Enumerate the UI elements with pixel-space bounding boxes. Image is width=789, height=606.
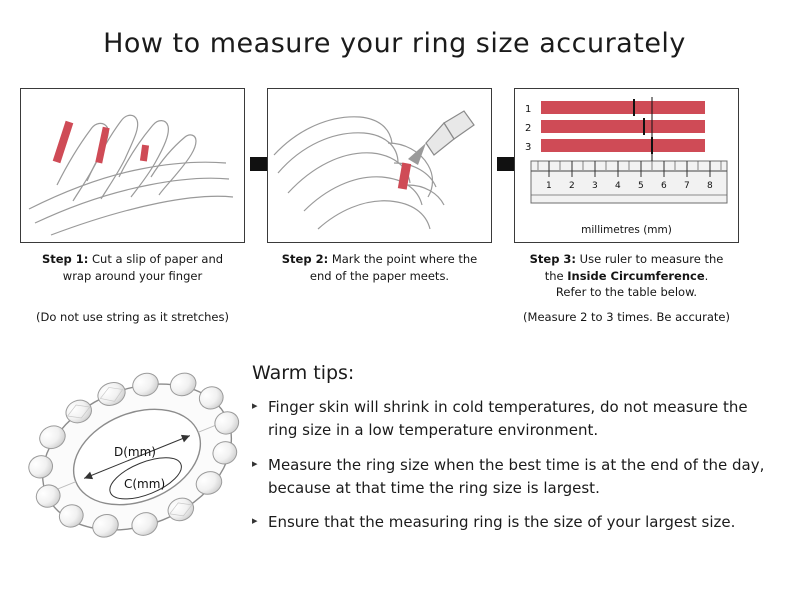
tip-item-2 xyxy=(252,454,772,501)
step-1-caption xyxy=(20,251,245,284)
step-2-text-2: end of the paper meets. xyxy=(309,268,450,283)
svg-text:3: 3 xyxy=(525,142,532,153)
bullet-icon-1: ▸ xyxy=(252,399,258,412)
step-1-illustration xyxy=(20,88,245,243)
step-3-lead: Step 3: xyxy=(529,252,577,266)
step-2-text-1: Mark the point where the xyxy=(328,252,478,266)
step-2-caption xyxy=(267,251,492,284)
step-3-text-1: Use ruler to measure the xyxy=(576,252,724,266)
step-3 xyxy=(514,88,739,301)
bullet-icon-3: ▸ xyxy=(252,514,258,527)
bullet-icon-2: ▸ xyxy=(252,456,258,470)
page-title: How to measure your ring size accurately xyxy=(103,28,686,59)
step-2-illustration xyxy=(267,88,492,243)
diameter-label: D(mm) xyxy=(114,445,156,459)
tip-item-3 xyxy=(252,511,772,534)
svg-text:8: 8 xyxy=(707,181,713,191)
hand-with-paper-strip-icon xyxy=(21,89,244,242)
step-3-caption xyxy=(514,251,739,301)
step-1 xyxy=(20,88,245,284)
ruler-unit-caption: millimetres (mm) xyxy=(581,224,672,236)
tip-text-1: Finger skin will shrink in cold temperatures, do not measure the ring size in a low temperature environment. xyxy=(268,398,748,440)
step-3-text-2: the Inside Circumference. xyxy=(544,268,709,283)
step-1-text-1: Cut a slip of paper and xyxy=(88,252,224,266)
svg-text:1: 1 xyxy=(546,181,552,191)
svg-text:2: 2 xyxy=(525,123,532,134)
eternity-ring-illustration-icon xyxy=(22,352,252,567)
step-2-lead: Step 2: xyxy=(281,252,329,266)
tip-text-2: Measure the ring size when the best time is at the end of the day, because at that time the ring size is largest. xyxy=(268,455,765,497)
hand-marking-paper-icon xyxy=(268,89,491,242)
warm-tips-section xyxy=(252,362,772,545)
tip-text-3: Ensure that the measuring ring is the size of your largest size. xyxy=(268,513,736,531)
steps-row xyxy=(18,88,774,338)
step-3-text-3: Refer to the table below. xyxy=(555,285,698,300)
step-1-note: (Do not use string as it stretches) xyxy=(36,310,229,324)
step-3-note: (Measure 2 to 3 times. Be accurate) xyxy=(523,310,730,324)
svg-text:6: 6 xyxy=(661,181,667,191)
ring-diagram xyxy=(22,352,252,567)
svg-text:5: 5 xyxy=(638,181,644,191)
circumference-label: C(mm) xyxy=(124,477,166,491)
ruler-and-strips-icon xyxy=(515,89,738,242)
warm-tips-heading: Warm tips: xyxy=(252,362,355,384)
svg-text:7: 7 xyxy=(684,181,690,191)
step-2 xyxy=(267,88,492,284)
svg-text:2: 2 xyxy=(569,181,575,191)
step-3-illustration xyxy=(514,88,739,243)
step-1-lead: Step 1: xyxy=(41,252,89,266)
svg-text:4: 4 xyxy=(615,181,621,191)
svg-text:3: 3 xyxy=(592,181,598,191)
tip-item-1 xyxy=(252,396,772,443)
svg-text:1: 1 xyxy=(525,104,532,115)
step-1-text-2: wrap around your finger xyxy=(62,268,203,283)
